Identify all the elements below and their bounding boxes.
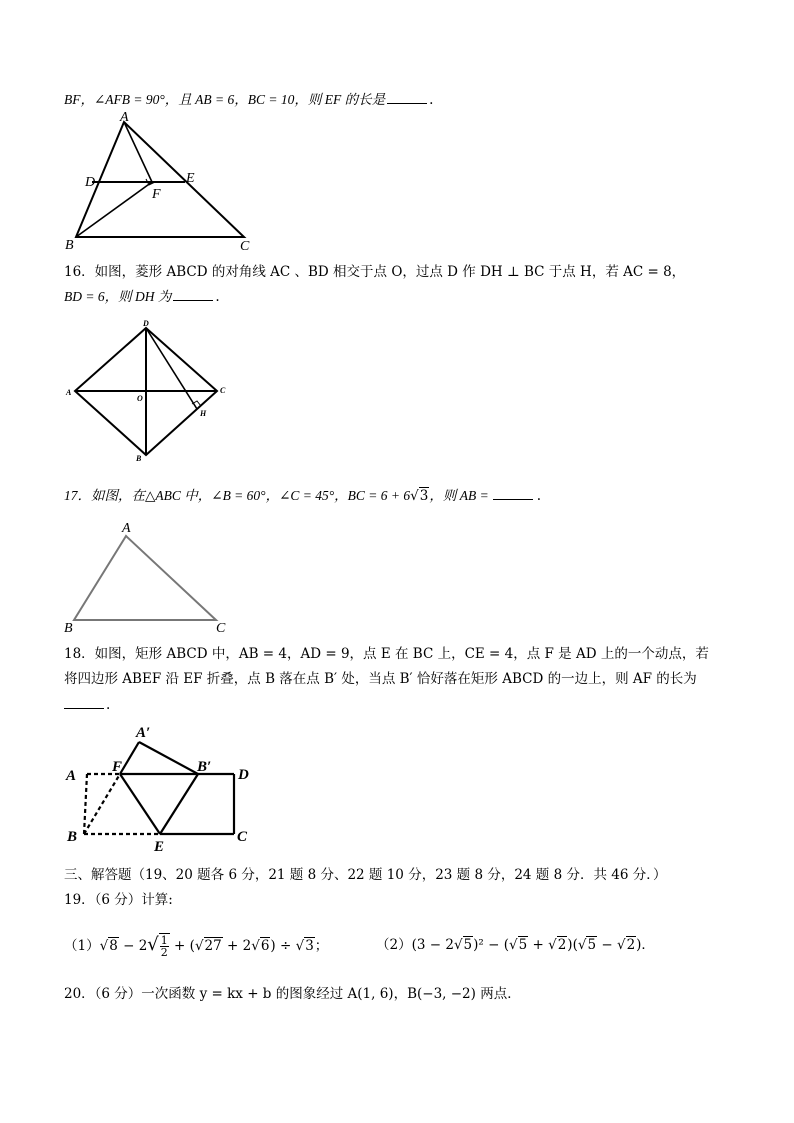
q19-p1-label: （1） <box>64 938 100 954</box>
q16-figure <box>60 315 240 465</box>
section3-heading: 三、解答题（19、20 题各 6 分，21 题 8 分、22 题 10 分，23 题 8 分，24 题 8 分．共 46 分．） <box>64 867 667 883</box>
q19-p2-a: （2）(3 − 2 <box>376 937 454 953</box>
q19-title: 19．（6 分）计算: <box>64 892 173 908</box>
q16-label-d: D <box>143 319 149 328</box>
q19-p1-b: − 2 <box>118 938 148 954</box>
q16-label-c: C <box>220 386 226 395</box>
q18-label-a-prime: A′ <box>136 725 151 741</box>
q18-label-b: B <box>67 829 78 845</box>
q17-label-c: C <box>216 621 226 636</box>
q16-line2 <box>64 288 220 306</box>
q19-part1: （1）√8 − 2√ $\frac{1}{2}$ + (√27 + 2√6) ÷ √3； <box>64 934 329 959</box>
q15-segment-af <box>124 122 152 182</box>
q16-answer-blank[interactable] <box>173 288 213 301</box>
q19-p2-r3: 2 <box>557 937 567 953</box>
q18-label-f: F <box>112 759 123 775</box>
q17-answer-blank[interactable] <box>493 487 533 500</box>
q18-label-b-prime: B′ <box>197 759 212 775</box>
q19-p2-r4: 5 <box>587 937 597 953</box>
q17-sqrt-arg: 3 <box>419 488 429 504</box>
q19-p1-r4: 3 <box>305 938 314 954</box>
q19-p1-den: 2 <box>160 946 168 959</box>
q18-figure <box>60 720 270 855</box>
q19-p2-c: + <box>528 937 549 953</box>
q18-segment-a1b1 <box>139 742 198 774</box>
q19-p1-frac <box>160 935 169 958</box>
q19-p2-r2: 5 <box>518 937 528 953</box>
q19-p1-d: + 2 <box>222 938 252 954</box>
q18-label-d: D <box>238 767 249 783</box>
q18-line3 <box>64 696 110 714</box>
q20-text: 20．（6 分）一次函数 y = kx + b 的图象经过 A(1, 6)，B(−3, −2) 两点． <box>64 986 521 1002</box>
q17-figure <box>62 520 242 635</box>
q19-p2-r1: 5 <box>463 937 473 953</box>
q15-label-c: C <box>240 239 250 254</box>
q15-text <box>64 91 433 109</box>
q17-label-a: A <box>122 521 131 536</box>
q17-label-b: B <box>64 621 73 636</box>
q15-label-e: E <box>186 171 195 186</box>
q16-line2-b: . <box>215 289 220 305</box>
q17-text-b: ，则 AB = <box>429 488 489 503</box>
q15-text-a: BF，∠AFB = 90°，且 AB = 6，BC = 10，则 EF 的长是 <box>64 92 386 107</box>
q18-segment-fe <box>120 774 160 834</box>
q15-label-f: F <box>152 187 161 202</box>
q17-triangle-abc <box>74 536 216 620</box>
q16-label-o: O <box>137 394 143 403</box>
q15-answer-blank[interactable] <box>387 91 427 104</box>
q16-segment-dh <box>146 328 197 409</box>
q18-line2: 将四边形 ABEF 沿 EF 折叠，点 B 落在点 B′ 处，当点 B′ 恰好落在矩形 ABCD 的一边上，则 AF 的长为 <box>64 671 697 687</box>
q15-figure <box>60 112 260 252</box>
q15-label-d: D <box>85 175 96 190</box>
q19-p1-f: ； <box>314 938 329 954</box>
q18-label-c: C <box>237 829 248 845</box>
q16-label-h: H <box>200 409 207 418</box>
q19-p2-f: )． <box>636 937 655 953</box>
q18-segment-bf-dashed <box>84 774 120 834</box>
q16-label-a: A <box>66 388 72 397</box>
q17-text-a: 17．如图，在△ABC 中，∠B = 60°，∠C = 45°，BC = 6 + 6 <box>64 488 411 503</box>
q19-p1-r3: 6 <box>260 938 270 954</box>
q19-p1-num: 1 <box>160 934 168 947</box>
q19-p2-b: )² − ( <box>473 937 509 953</box>
q18-label-e: E <box>154 839 165 855</box>
q19-p1-c: + ( <box>169 938 195 954</box>
q15-text-b: . <box>429 92 434 108</box>
q19-p1-r1: 8 <box>109 938 118 954</box>
q18-segment-eb1 <box>160 774 198 834</box>
q18-line3-b: . <box>106 697 111 713</box>
q19-part2: （2）(3 − 2√5)² − (√5 + √2)(√5 − √2)． <box>376 937 655 953</box>
q18-answer-blank[interactable] <box>64 696 104 709</box>
q19-p2-r5: 2 <box>626 937 636 953</box>
q15-label-b: B <box>65 238 74 253</box>
q17-text: 17．如图，在△ABC 中，∠B = 60°，∠C = 45°，BC = 6 + 6√3，则 AB = . <box>64 488 541 504</box>
q19-p2-d: )( <box>567 937 578 953</box>
q17-text-c: . <box>536 488 541 504</box>
q18-segment-ab-dashed <box>84 774 87 834</box>
q19-p1-r2: 27 <box>204 938 222 954</box>
q15-label-a: A <box>120 110 129 125</box>
q18-label-a: A <box>66 768 77 784</box>
q16-line1: 16．如图，菱形 ABCD 的对角线 AC 、BD 相交于点 O，过点 D 作 DH ⊥ BC 于点 H，若 AC = 8， <box>64 264 686 280</box>
q16-label-b: B <box>136 454 142 463</box>
q18-line1: 18．如图，矩形 ABCD 中，AB = 4，AD = 9，点 E 在 BC 上，CE = 4，点 F 是 AD 上的一个动点，若 <box>64 646 709 662</box>
q19-p1-e: ) ÷ <box>270 938 296 954</box>
q19-p2-e: − <box>597 937 617 953</box>
q18-segment-fa1 <box>120 742 139 774</box>
q16-line2-a: BD = 6，则 DH 为 <box>64 289 172 304</box>
